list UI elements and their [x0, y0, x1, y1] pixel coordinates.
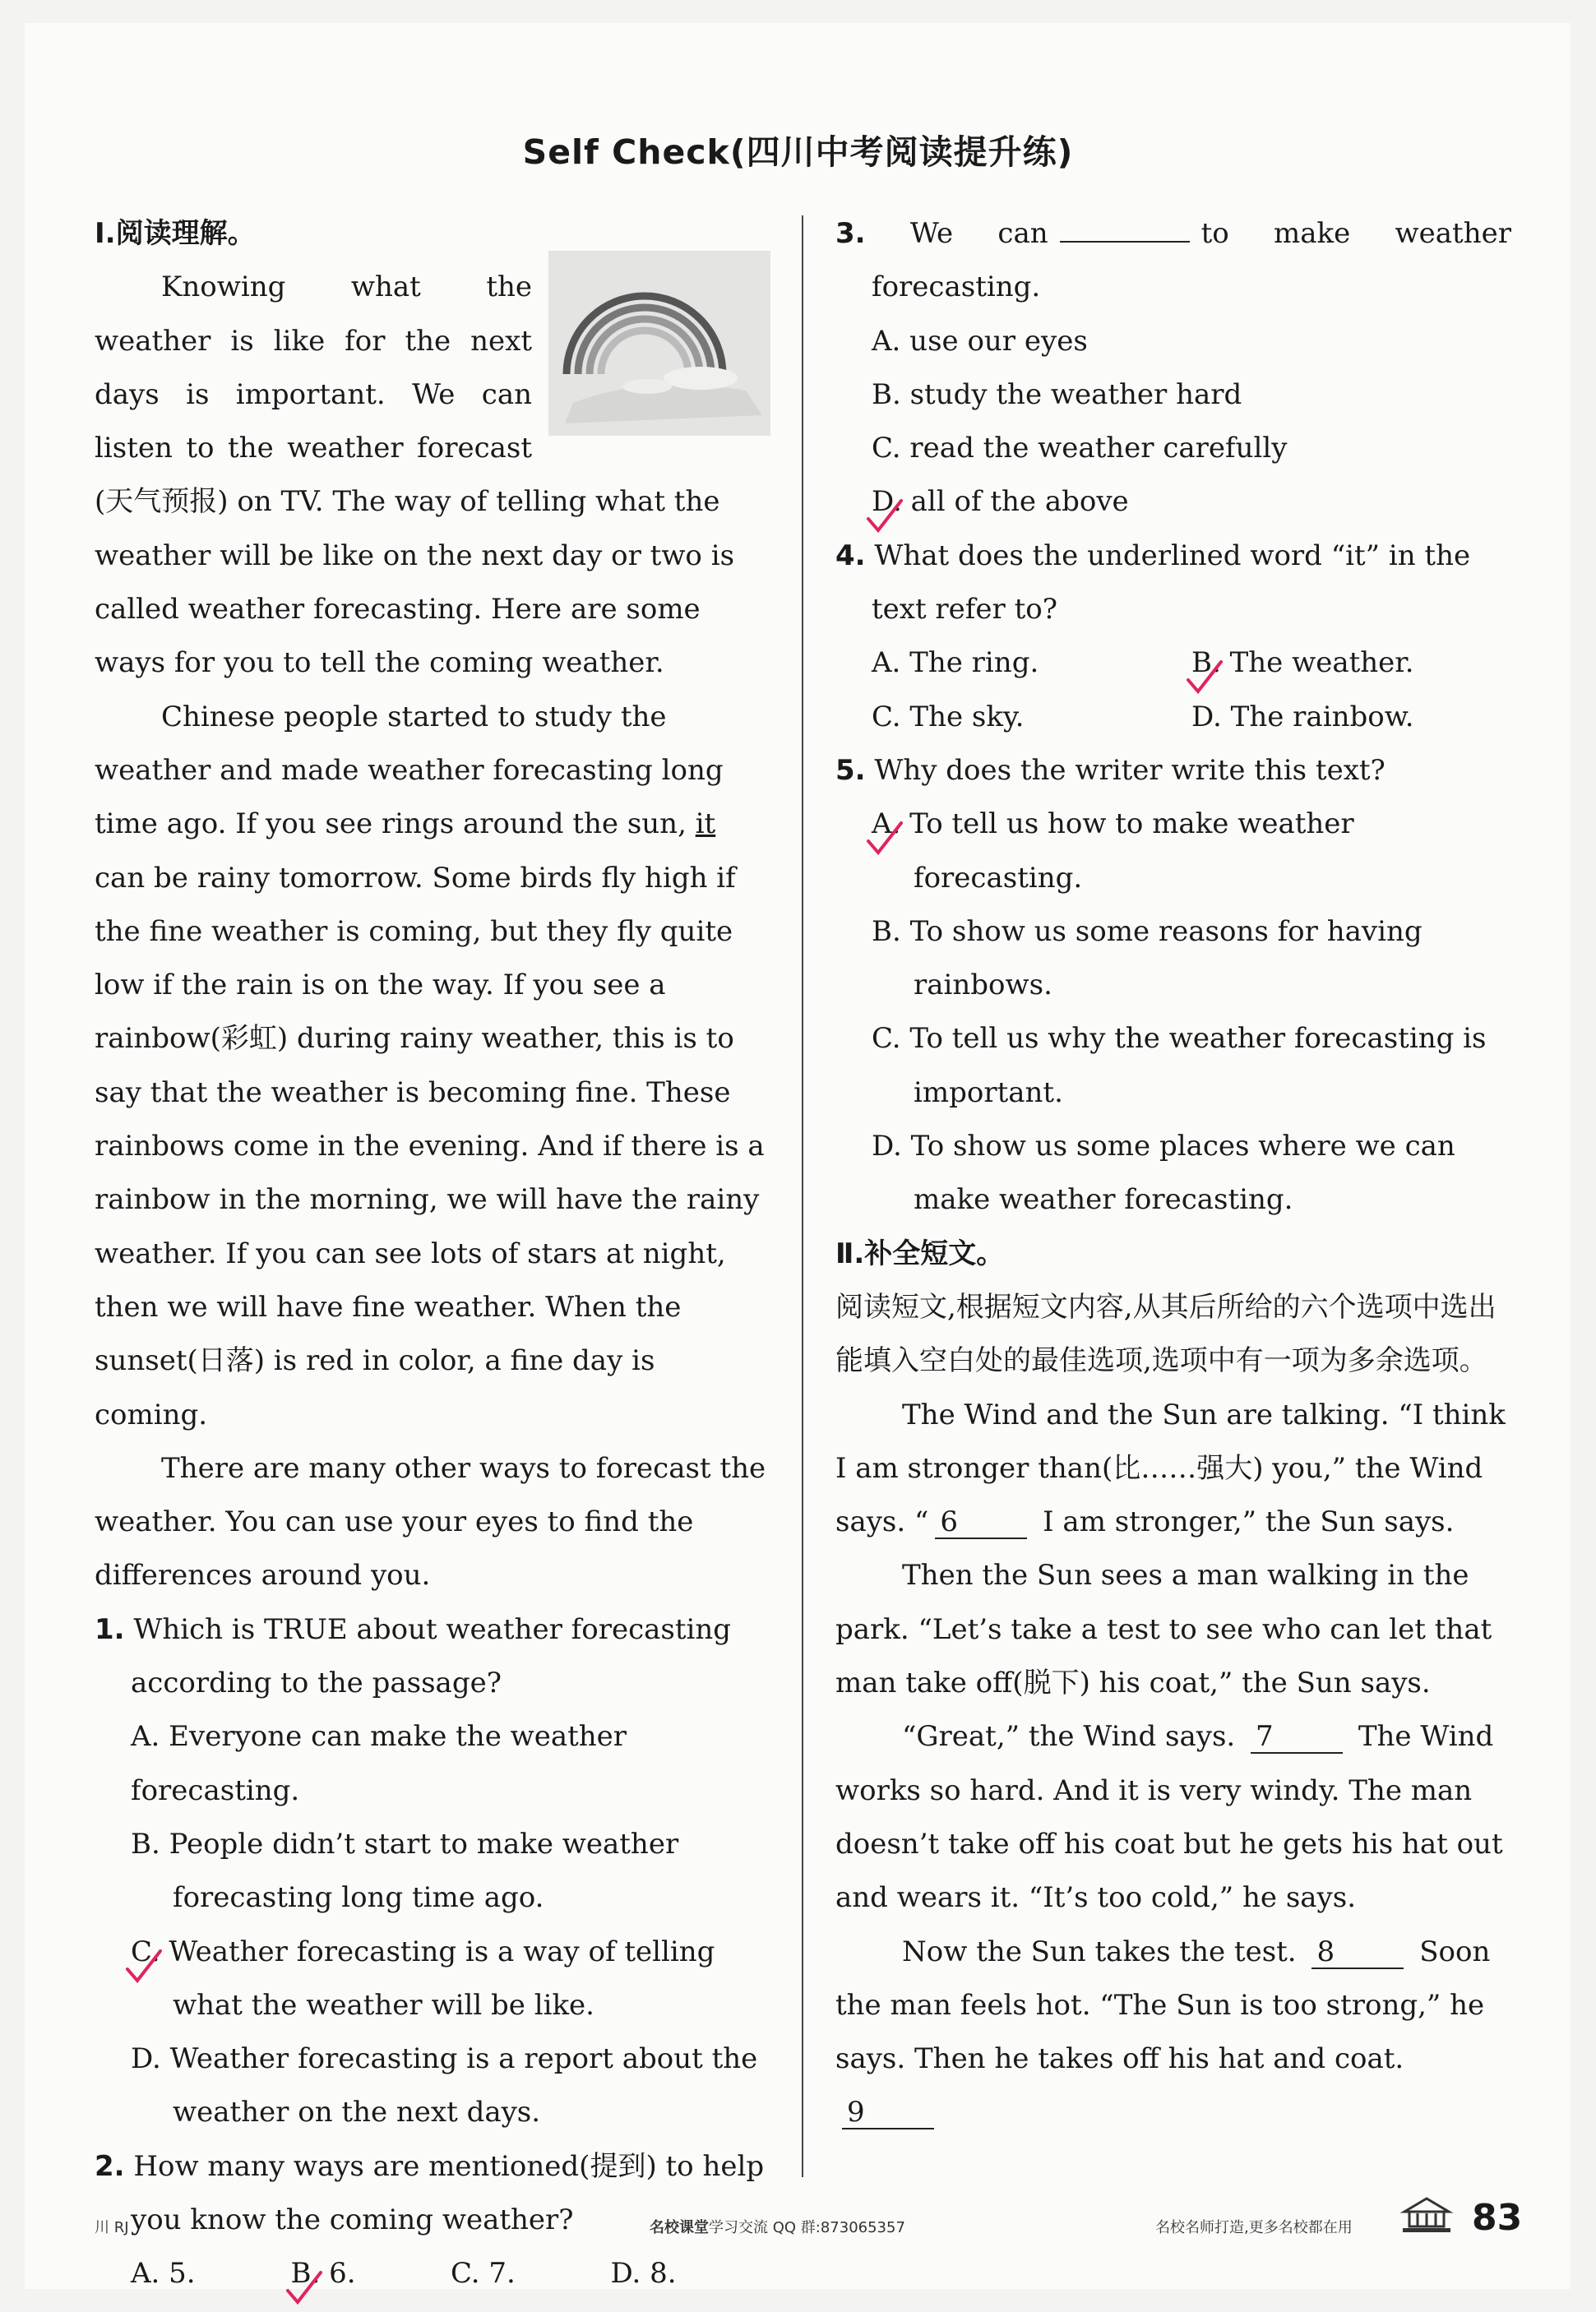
option-text: B. 6.	[290, 2257, 356, 2291]
paragraph-text: Soon the man feels hot. “The Sun is too strong,” he says. Then he takes off his hat and coat.	[835, 1935, 1491, 2076]
right-column	[835, 207, 1511, 2140]
question-number: 5.	[835, 753, 866, 787]
option-1b: B. People didn’t start to make weather forecasting long time ago.	[131, 1827, 679, 1915]
footer-brand: 名校课堂	[650, 2219, 709, 2236]
section1-heading: Ⅰ.阅读理解。	[95, 217, 256, 250]
question-stem: Why does the writer write this text?	[874, 753, 1386, 787]
option-text: B. The weather.	[1191, 646, 1414, 680]
option-3c: C. read the weather carefully	[872, 432, 1288, 465]
option-4b	[1191, 636, 1511, 690]
question-number: 1.	[95, 1612, 125, 1646]
cloze-paragraph-1	[835, 1389, 1511, 1550]
paragraph-text: can be rainy tomorrow. Some birds fly high if the fine weather is coming, but they fly quite low if the rain is on the way. If you see a rainbow(彩虹) during rainy weather, this is to say that the weather is becoming fine. These rainbows come in the evening. And if there is a rainbow in the morning, we will have the rainy weather. If you can see lots of stars at night, then we will have fine weather. When the sunset(日落) is red in color, a fine day is coming.	[95, 861, 765, 1431]
cloze-paragraph-2: Then the Sun sees a man walking in the park. “Let’s take a test to see who can let that man take off(脱下) his coat,” the Sun says.	[835, 1559, 1492, 1700]
blank-8: 8	[1311, 1936, 1404, 1969]
section2-heading: Ⅱ.补全短文。	[835, 1237, 1005, 1270]
passage-paragraph-3: There are many other ways to forecast the weather. You can use your eyes to find the differences around you.	[95, 1451, 766, 1593]
option-1c	[95, 1926, 770, 2033]
footer-qq: 学习交流 QQ 群:873065357	[709, 2219, 905, 2236]
question-stem: What does the underlined word “it” in the text refer to?	[872, 539, 1471, 627]
question-3	[835, 207, 1511, 315]
cloze-paragraph-4	[835, 1926, 1511, 2140]
check-mark-icon	[865, 497, 906, 539]
page-title: Self Check(四川中考阅读提升练)	[522, 132, 1074, 172]
question-4	[835, 529, 1511, 637]
check-mark-icon	[1185, 659, 1226, 700]
blank-7: 7	[1251, 1721, 1343, 1754]
paragraph-line: days is important. We can	[95, 377, 532, 411]
question-stem: How many ways are mentioned(提到) to help you know the coming weather?	[131, 2149, 765, 2236]
check-mark-icon	[124, 1948, 165, 1989]
paragraph-line: weather is like for the next	[95, 324, 532, 358]
paragraph-text: (天气预报) on TV. The way of telling what the weather will be like on the next day or two is called weather forecasting. Here are some ways for you to tell the coming weather.	[95, 485, 735, 680]
check-mark-icon	[285, 2269, 326, 2310]
page-number: 83	[1472, 2197, 1523, 2239]
check-mark-icon	[865, 820, 906, 861]
blank-9: 9	[842, 2097, 934, 2129]
paragraph-text: The Wind works so hard. And it is very windy. The man doesn’t take off his coat but he gets his hat out and wears it. “It’s too cold,” he says.	[835, 1720, 1503, 1915]
question-stem: Which is TRUE about weather forecasting according to the passage?	[131, 1612, 732, 1700]
paragraph-text: “Great,” the Wind says.	[902, 1720, 1245, 1754]
option-3d	[835, 475, 1511, 529]
options-4-row1	[835, 636, 1511, 690]
option-5c: C. To tell us why the weather forecasting is important.	[872, 1022, 1487, 1109]
paragraph-text: The Wind and the Sun are talking. “I think I am stronger than(比……强大) you,” the Wind says. “	[835, 1398, 1506, 1539]
school-logo-icon	[1398, 2194, 1455, 2235]
blank-6: 6	[935, 1506, 1027, 1539]
question-1	[95, 1603, 770, 1711]
option-1d: D. Weather forecasting is a report about the weather on the next days.	[131, 2042, 758, 2129]
option-3b: B. study the weather hard	[872, 377, 1242, 411]
option-2c: C. 7.	[451, 2257, 516, 2291]
footer-edition: 川 RJ	[95, 2219, 129, 2236]
option-5b: B. To show us some reasons for having rainbows.	[872, 914, 1423, 1002]
option-text: A. To tell us how to make weather forecasting.	[872, 807, 1354, 895]
option-1a: A. Everyone can make the weather forecasting.	[131, 1720, 627, 1807]
options-2	[95, 2247, 770, 2300]
paragraph-line: Knowing what the	[161, 271, 532, 304]
question-stem: to make weather forecasting.	[872, 217, 1511, 304]
option-4d: D. The rainbow.	[1191, 700, 1414, 733]
question-number: 3.	[835, 217, 866, 250]
option-text: D. all of the above	[872, 485, 1129, 519]
paragraph-text: Chinese people started to study the weather and made weather forecasting long time ago. If you see rings around the sun,	[95, 700, 724, 841]
option-5d: D. To show us some places where we can make weather forecasting.	[872, 1130, 1455, 1217]
paragraph-text: Now the Sun takes the test.	[902, 1935, 1306, 1968]
question-stem: We can	[909, 217, 1048, 250]
column-divider	[802, 215, 803, 2177]
option-3a: A. use our eyes	[872, 324, 1088, 358]
footer-center	[650, 2216, 905, 2237]
option-4a: A. The ring.	[872, 646, 1039, 680]
question-number: 4.	[835, 539, 866, 572]
answer-blank	[1060, 216, 1190, 243]
option-2d: D. 8.	[610, 2257, 677, 2291]
rainbow-illustration	[548, 251, 770, 436]
underlined-word-it: it	[695, 807, 716, 841]
paragraph-line: listen to the weather forecast	[95, 432, 532, 465]
options-4-row2	[835, 691, 1511, 744]
paragraph-text: I am stronger,” the Sun says.	[1034, 1505, 1455, 1539]
section2-instruction: 阅读短文,根据短文内容,从其后所给的六个选项中选出能填入空白处的最佳选项,选项中有一项为多余选项。	[835, 1290, 1497, 1378]
option-4c: C. The sky.	[872, 700, 1025, 733]
option-5a	[835, 798, 1511, 905]
passage-paragraph-1	[95, 261, 770, 690]
question-5	[835, 744, 1511, 798]
passage-paragraph-2	[95, 691, 770, 1442]
option-text: C. Weather forecasting is a way of telling what the weather will be like.	[131, 1935, 715, 2022]
left-column	[95, 207, 770, 2301]
cloze-paragraph-3	[835, 1710, 1511, 1925]
option-2b	[291, 2247, 451, 2300]
footer-slogan: 名校名师打造,更多名校都在用	[1155, 2219, 1353, 2236]
option-2a: A. 5.	[131, 2257, 196, 2291]
question-number: 2.	[95, 2149, 125, 2183]
